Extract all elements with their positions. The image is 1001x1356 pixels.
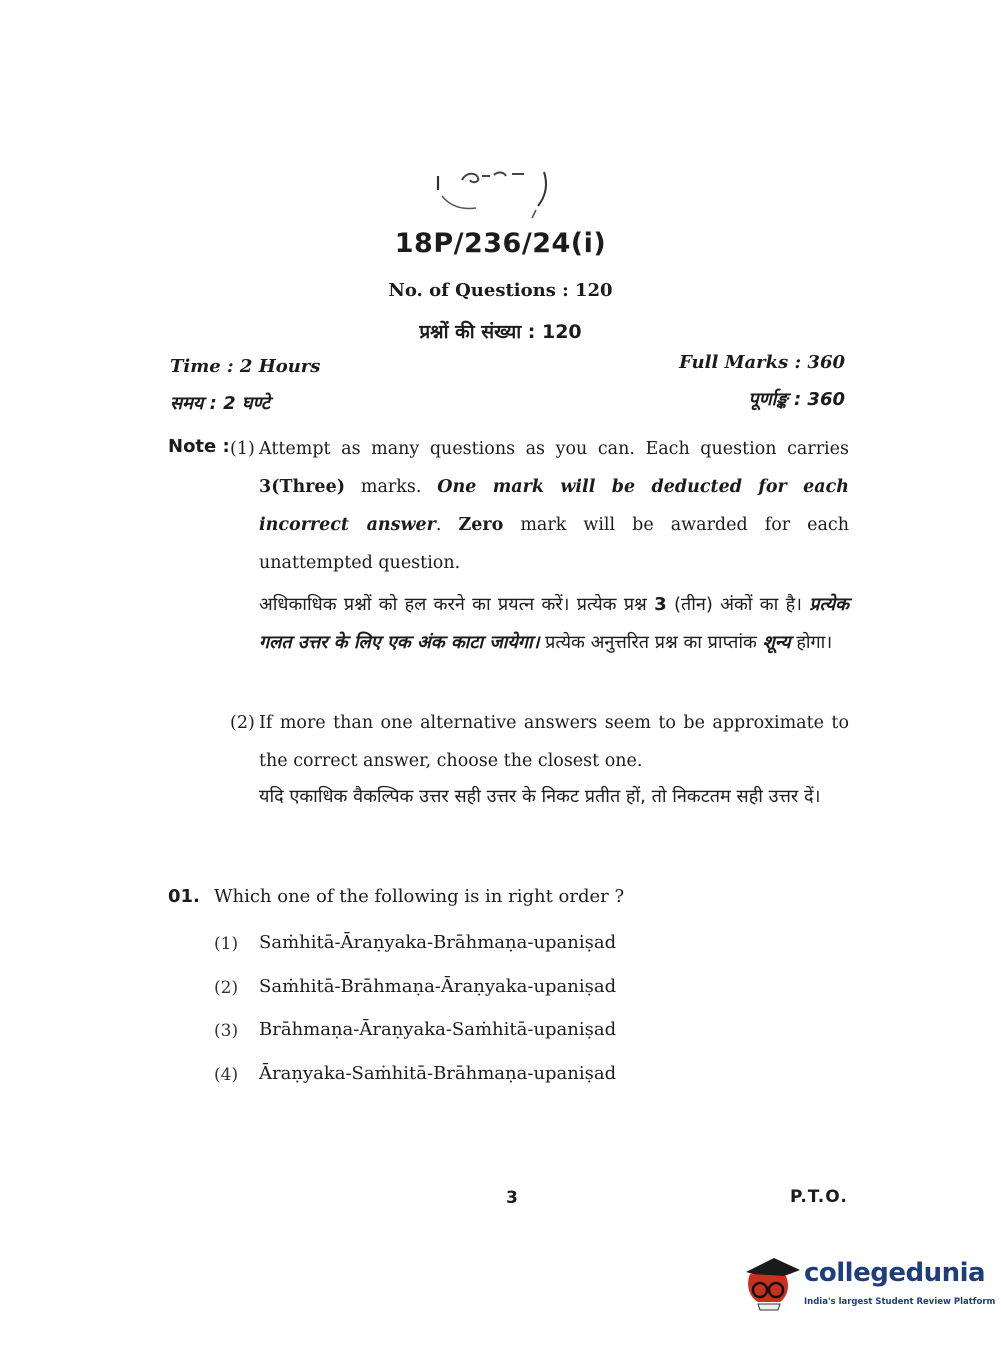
student-mascot-icon	[740, 1250, 802, 1312]
note-1-text-a: Attempt as many questions as you can. Each question carries	[259, 439, 849, 459]
handwritten-mark	[432, 166, 557, 226]
brand-tagline: India's largest Student Review Platform	[804, 1297, 996, 1307]
number-of-questions-hindi: प्रश्नों की संख्या : 120	[419, 321, 582, 343]
please-turn-over: P.T.O.	[790, 1187, 848, 1207]
note-1-hindi-negative: प्रत्येक गलत उत्तर के लिए एक अंक काटा जायेगा।	[259, 594, 850, 653]
note-1-zero: Zero	[458, 515, 504, 535]
note-1-text-h: mark will be awarded for each unattempted question.	[259, 515, 849, 573]
note-1-number: (1)	[230, 439, 255, 459]
question-number: 01.	[168, 886, 200, 907]
note-1-hindi-a: अधिकाधिक प्रश्नों को हल करने का प्रयत्न करें। प्रत्येक प्रश्न	[259, 594, 655, 615]
note-1-text-f: .	[435, 515, 459, 535]
note-1-english	[259, 430, 849, 582]
option-2-number: (2)	[214, 978, 239, 998]
note-1-hindi-c: (तीन) अंकों का है।	[666, 594, 810, 615]
question-text: Which one of the following is in right order ?	[214, 886, 625, 907]
option-2-text: Saṁhitā-Brāhmaṇa-Āraṇyaka-upaniṣad	[259, 976, 617, 997]
full-marks: Full Marks : 360	[679, 352, 845, 373]
note-1-hindi-marks: 3	[654, 594, 667, 615]
time-allowed: Time : 2 Hours	[170, 356, 321, 377]
note-1-negative-marking: One mark will be deducted for each incorrect answer	[259, 477, 849, 535]
paper-code: 18P/236/24(i)	[394, 228, 607, 259]
option-4-number: (4)	[214, 1065, 239, 1085]
option-3-text: Brāhmaṇa-Āraṇyaka-Saṁhitā-upaniṣad	[259, 1019, 617, 1040]
note-2-number: (2)	[230, 713, 255, 733]
note-1-marks-word: (Three)	[271, 477, 345, 497]
note-1-marks-number: 3	[259, 477, 272, 497]
note-1-hindi-e: प्रत्येक अनुत्तरित प्रश्न का प्राप्तांक	[539, 632, 763, 653]
note-label: Note :	[168, 436, 230, 457]
page-number: 3	[506, 1188, 518, 1208]
time-allowed-hindi: समय : 2 घण्टे	[170, 393, 270, 414]
note-1-text-d: marks.	[344, 477, 438, 497]
option-4-text: Āraṇyaka-Saṁhitā-Brāhmaṇa-upaniṣad	[259, 1063, 617, 1084]
note-1-hindi-zero: शून्य	[762, 632, 791, 653]
option-1-text: Saṁhitā-Āraṇyaka-Brāhmaṇa-upaniṣad	[259, 932, 617, 953]
note-1-hindi	[259, 586, 849, 662]
option-3-number: (3)	[214, 1021, 239, 1041]
full-marks-hindi: पूर्णाङ्क : 360	[748, 389, 845, 410]
note-2-hindi: यदि एकाधिक वैकल्पिक उत्तर सही उत्तर के निकट प्रतीत हों, तो निकटतम सही उत्तर दें।	[259, 786, 821, 807]
brand-name: collegedunia	[804, 1258, 986, 1288]
number-of-questions: No. of Questions : 120	[388, 280, 613, 301]
note-2-english: If more than one alternative answers seem to be approximate to the correct answer, choose the closest one.	[259, 713, 849, 771]
note-1-hindi-g: होगा।	[790, 632, 833, 653]
option-1-number: (1)	[214, 934, 239, 954]
